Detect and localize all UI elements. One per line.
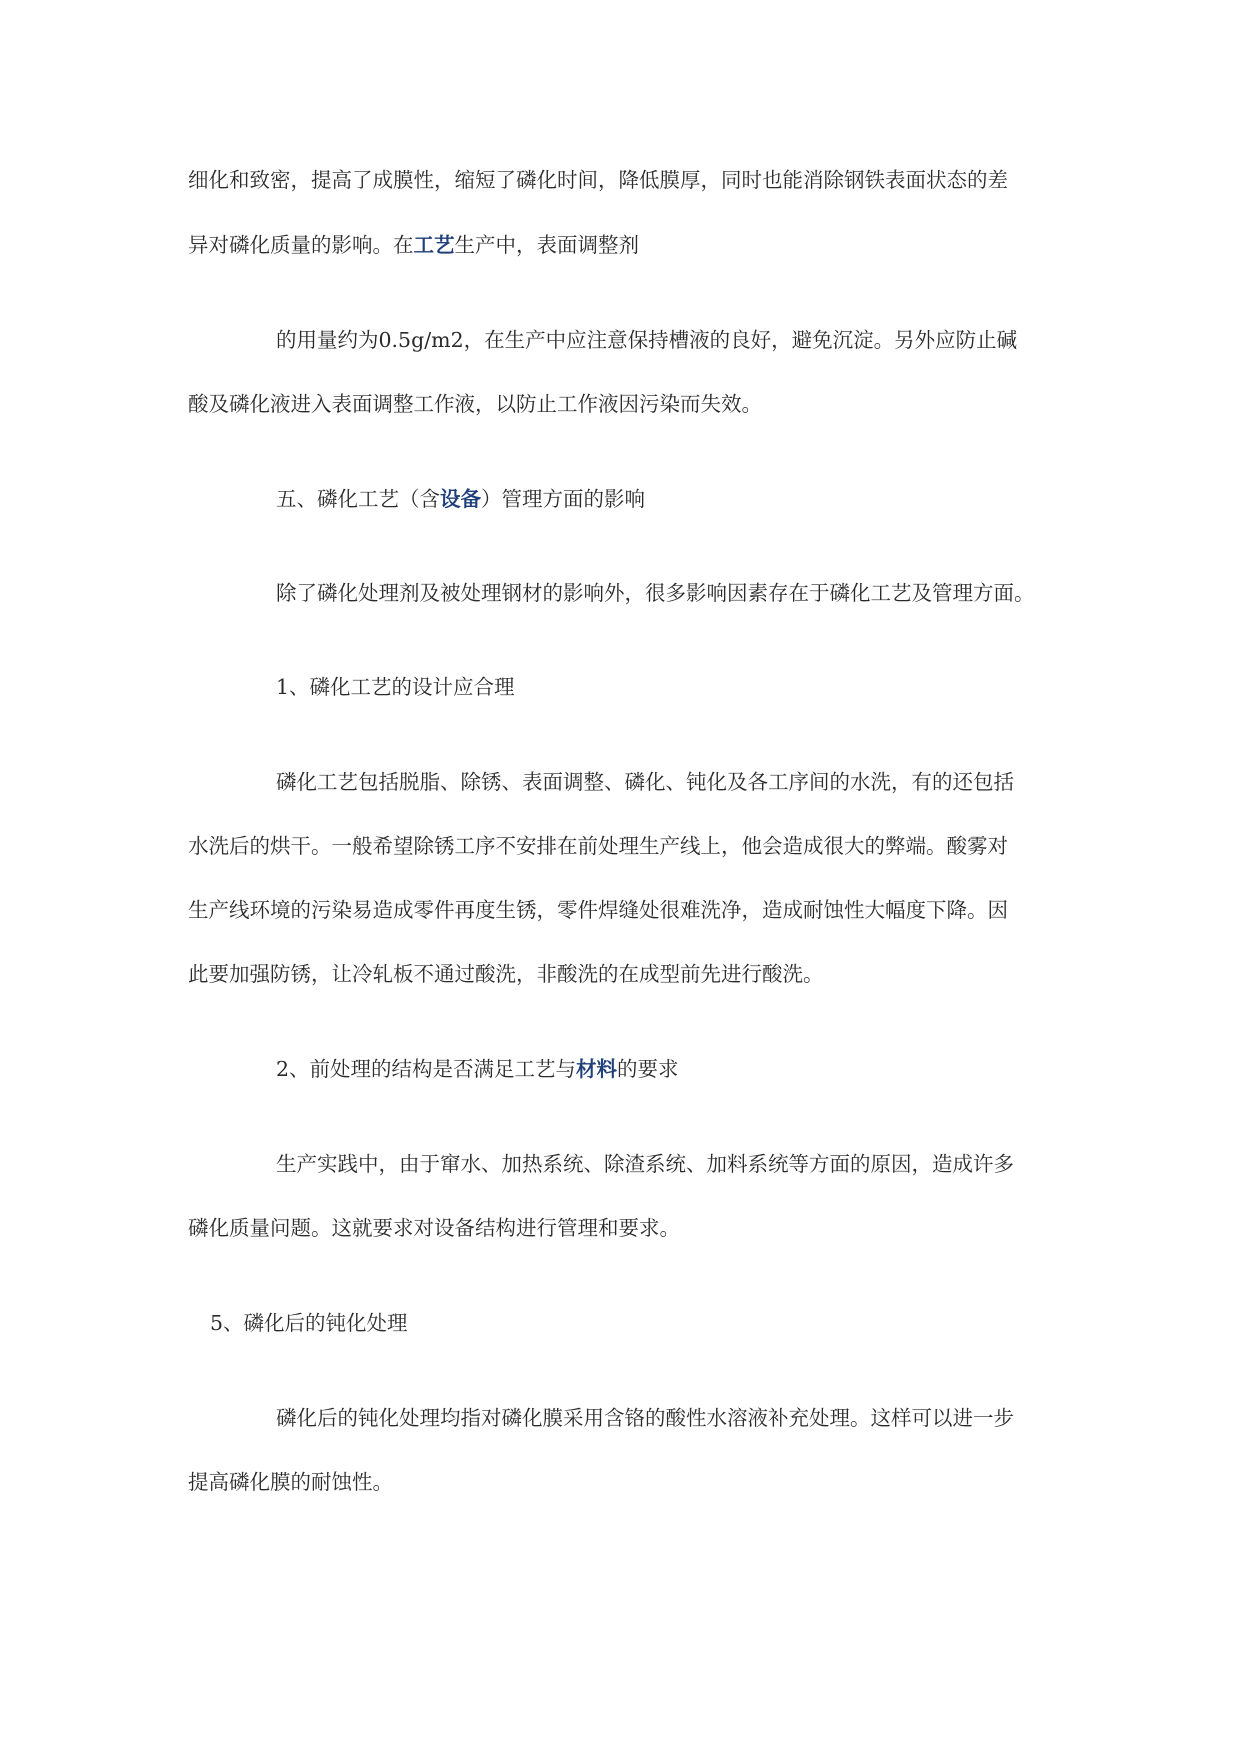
text-segment: 五、磷化工艺（含 xyxy=(276,487,440,511)
paragraph-line: 此要加强防锈，让冷轧板不通过酸洗，非酸洗的在成型前先进行酸洗。 xyxy=(188,962,824,986)
paragraph-line: 酸及磷化液进入表面调整工作液，以防止工作液因污染而失效。 xyxy=(188,392,762,416)
paragraph-line: 的用量约为0.5g/m2，在生产中应注意保持槽液的良好，避免沉淀。另外应防止碱 xyxy=(276,328,1018,352)
paragraph-line: 磷化后的钝化处理均指对磷化膜采用含铬的酸性水溶液补充处理。这样可以进一步 xyxy=(276,1406,1014,1430)
paragraph-line xyxy=(188,235,639,256)
paragraph-line: 细化和致密，提高了成膜性，缩短了磷化时间，降低膜厚，同时也能消除钢铁表面状态的差 xyxy=(188,168,1008,192)
subsection-heading: 1、磷化工艺的设计应合理 xyxy=(276,675,515,699)
link-process[interactable]: 工艺 xyxy=(413,233,455,257)
paragraph-line: 生产实践中，由于窜水、加热系统、除渣系统、加料系统等方面的原因，造成许多 xyxy=(276,1152,1014,1176)
subsection-heading xyxy=(276,1059,679,1080)
paragraph-line: 提高磷化膜的耐蚀性。 xyxy=(188,1470,393,1494)
paragraph-line: 除了磷化处理剂及被处理钢材的影响外，很多影响因素存在于磷化工艺及管理方面。 xyxy=(276,581,1035,605)
text-segment: 的要求 xyxy=(617,1057,679,1081)
text-segment: 异对磷化质量的影响。在 xyxy=(188,233,414,257)
text-segment: 2、前处理的结构是否满足工艺与 xyxy=(276,1057,577,1081)
paragraph-line: 生产线环境的污染易造成零件再度生锈，零件焊缝处很难洗净，造成耐蚀性大幅度下降。因 xyxy=(188,898,1008,922)
link-materials[interactable]: 材料 xyxy=(576,1057,618,1081)
paragraph-line: 水洗后的烘干。一般希望除锈工序不安排在前处理生产线上，他会造成很大的弊端。酸雾对 xyxy=(188,834,1008,858)
text-segment: 生产中，表面调整剂 xyxy=(454,233,639,257)
link-equipment[interactable]: 设备 xyxy=(440,487,481,511)
subsection-heading: 5、磷化后的钝化处理 xyxy=(210,1311,408,1335)
paragraph-line: 磷化工艺包括脱脂、除锈、表面调整、磷化、钝化及各工序间的水洗，有的还包括 xyxy=(276,770,1014,794)
text-segment: ）管理方面的影响 xyxy=(481,487,645,511)
section-heading xyxy=(276,489,645,510)
paragraph-line: 磷化质量问题。这就要求对设备结构进行管理和要求。 xyxy=(188,1216,680,1240)
